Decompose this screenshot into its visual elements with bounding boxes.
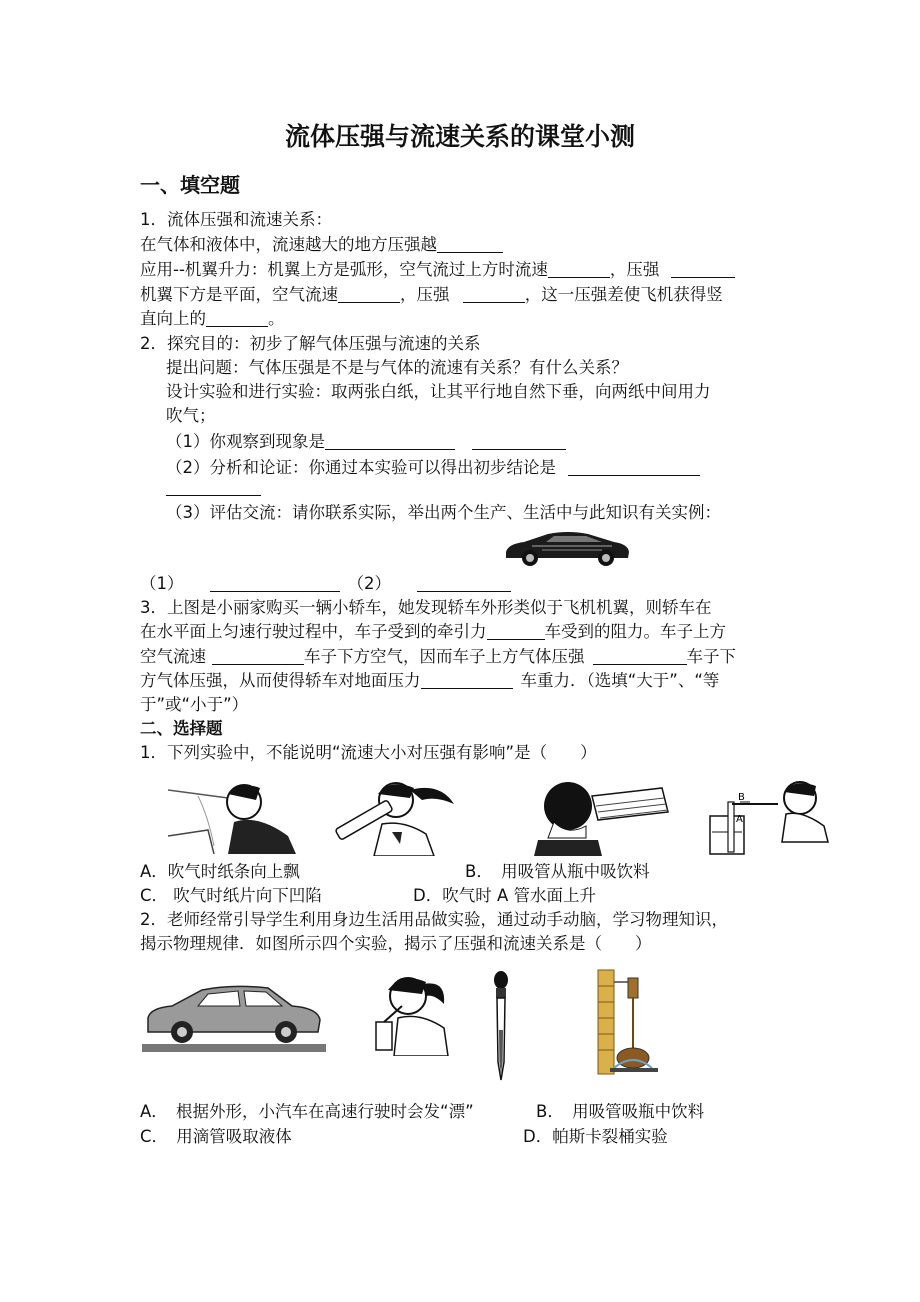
blank[interactable] [166,477,261,496]
blank[interactable] [671,259,735,278]
dropper-image [490,970,512,1082]
blank[interactable] [417,573,511,592]
q3-line4: 方气体压强，从而使得轿车对地面压力 车重力．（选填“大于”、“等 [140,671,720,690]
q3-line3: 空气流速 车子下方空气，因而车子上方气体压强 车子下 [140,647,736,666]
drinking-straw-girl-image [330,778,470,856]
blank[interactable] [206,308,268,327]
fig-label-b: B [738,792,745,803]
q2-part-3: （3）评估交流：请你联系实际，举出两个生产、生活中与此知识有关实例： [166,503,721,522]
fig-label-a: A [736,814,743,825]
section-heading-fill-blank: 一、填空题 [140,173,240,197]
s2-q2-option-b[interactable]: B． 用吸管吸瓶中饮料 [536,1102,705,1121]
blank[interactable] [325,431,455,450]
blank[interactable] [212,646,304,665]
blank[interactable] [421,670,513,689]
s2-q2-line1: 2．老师经常引导学生利用身边生活用品做实验，通过动手动脑，学习物理知识， [140,910,728,929]
q2-part-1: （1）你观察到现象是 [166,430,566,454]
q2-design-2: 吹气； [166,406,216,425]
page-title: 流体压强与流速关系的课堂小测 [284,122,635,151]
sports-car-image [502,528,632,568]
q1-stem: 1．流体压强和流速关系： [140,210,332,229]
q2-question: 提出问题：气体压强是不是与气体的流速有关系？有什么关系？ [166,358,628,377]
section-heading-choice: 二、选择题 [140,719,223,738]
s2-q2-option-d[interactable]: D．帕斯卡裂桶实验 [523,1127,668,1146]
girl-drinking-straw-image [368,970,454,1056]
s2-q1-option-b[interactable]: B． 用吸管从瓶中吸饮料 [465,862,650,881]
q2-design-1: 设计实验和进行实验：取两张白纸，让其平行地自然下垂，向两纸中间用力 [166,382,711,401]
pascal-barrel-image [592,968,678,1078]
blow-tube-a-image [706,774,832,856]
blank[interactable] [210,573,340,592]
q1-line2: 应用--机翼升力：机翼上方是弧形，空气流过上方时流速 ，压强 [140,258,735,282]
s2-q1-option-d[interactable]: D．吹气时 A 管水面上升 [413,886,596,905]
blank[interactable] [338,284,400,303]
q2-stem: 2．探究目的：初步了解气体压强与流速的关系 [140,334,481,353]
s2-q1-option-a[interactable]: A．吹气时纸条向上飘 [140,862,300,881]
s2-q2-option-a[interactable]: A． 根据外形，小汽车在高速行驶时会发“漂” [140,1102,474,1121]
blank[interactable] [487,621,545,640]
q2-answers: （1） （2） [140,572,511,596]
s2-q1-stem: 1．下列实验中，不能说明“流速大小对压强有影响”是（ ） [140,743,597,762]
q1-line4: 直向上的 。 [140,309,285,328]
q2-part-2: （2）分析和论证：你通过本实验可以得出初步结论是 [166,456,700,480]
q3-line2: 在水平面上匀速行驶过程中，车子受到的牵引力 车受到的阻力。车子上方 [140,622,726,641]
q1-line3: 机翼下方是平面，空气流速 ，压强 ，这一压强差使飞机获得竖 [140,285,723,304]
q3-line5: 于”或“小于”） [140,695,249,714]
q1-line1: 在气体和液体中，流速越大的地方压强越 [140,233,503,257]
blank[interactable] [548,259,610,278]
blank[interactable] [593,646,687,665]
sedan-car-image [142,978,326,1052]
blank[interactable] [463,284,525,303]
s2-q1-option-c[interactable]: C． 吹气时纸片向下凹陷 [140,886,322,905]
blank[interactable] [568,457,700,476]
s2-q2-line2: 揭示物理规律．如图所示四个实验，揭示了压强和流速关系是（ ） [140,934,652,953]
blank[interactable] [437,234,503,253]
q3-line1: 3．上图是小丽家购买一辆小轿车，她发现轿车外形类似于飞机机翼，则轿车在 [140,598,712,617]
blank[interactable] [472,431,566,450]
s2-q2-option-c[interactable]: C． 用滴管吸取液体 [140,1127,292,1146]
blow-paper-strip-image [168,776,303,854]
blow-over-paper-image [532,776,672,856]
